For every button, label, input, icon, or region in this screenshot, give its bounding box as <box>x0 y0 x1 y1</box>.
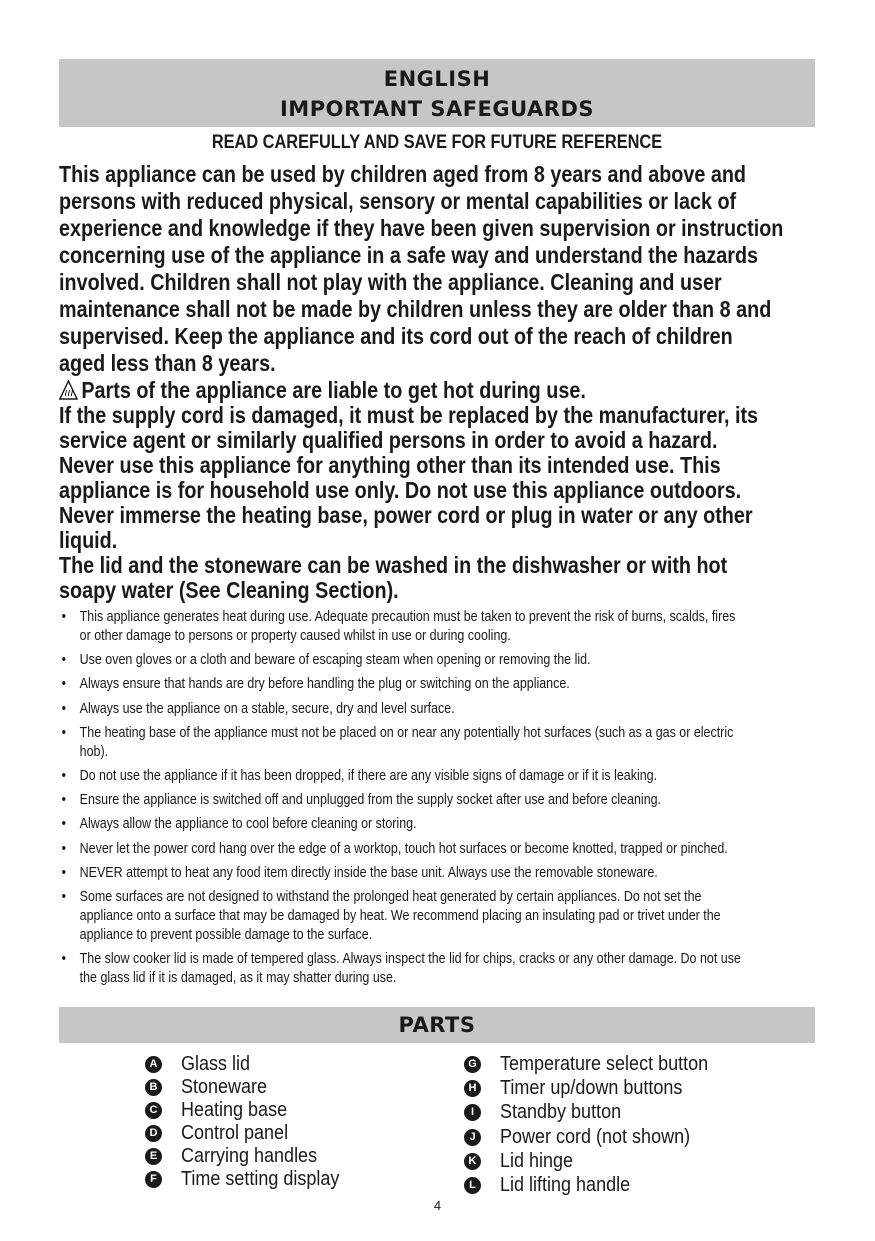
part-label: Glass lid <box>181 1053 251 1075</box>
text-line: Always allow the appliance to cool before cleaning or storing. <box>79 816 417 833</box>
list-item <box>59 608 807 646</box>
intended-use-paragraph <box>59 453 816 503</box>
list-item <box>59 791 807 810</box>
immerse-paragraph <box>59 503 816 553</box>
text-line: Never use this appliance for anything other than its intended use. This <box>59 452 721 478</box>
bold-safety-text <box>59 161 816 603</box>
text-line: appliance to prevent possible damage to the surface. <box>79 926 373 943</box>
letter-badge-icon: A <box>145 1056 162 1073</box>
list-item <box>59 767 807 786</box>
subtitle: READ CAREFULLY AND SAVE FOR FUTURE REFERENCE <box>211 132 663 153</box>
text-line: This appliance generates heat during use. Adequate precaution must be taken to prevent the risk of burns, scalds, fires <box>79 609 736 625</box>
text-line: liquid. <box>59 527 118 553</box>
bullet-icon: • <box>61 792 66 809</box>
text-line: persons with reduced physical, sensory or mental capabilities or lack of <box>59 188 737 214</box>
text-line: soapy water (See Cleaning Section). <box>59 577 399 603</box>
text-line: NEVER attempt to heat any food item directly inside the base unit. Always use the removable stoneware. <box>79 864 658 881</box>
letter-badge-icon: F <box>145 1171 162 1188</box>
text-line: The heating base of the appliance must not be placed on or near any potentially hot surfaces (such as a gas or electric <box>79 724 734 741</box>
text-line: maintenance shall not be made by children unless they are older than 8 and <box>59 296 772 322</box>
dishwasher-paragraph <box>59 553 816 603</box>
part-label: Heating base <box>181 1099 288 1121</box>
safety-bullet-list <box>59 608 807 993</box>
text-line: Never immerse the heating base, power cord or plug in water or any other <box>59 502 753 528</box>
page-number: 4 <box>433 1198 442 1213</box>
text-line: This appliance can be used by children aged from 8 years and above and <box>59 161 747 187</box>
bullet-icon: • <box>61 676 66 693</box>
page-title: IMPORTANT SAFEGUARDS <box>279 97 595 121</box>
letter-badge-icon: B <box>145 1079 162 1096</box>
bullet-icon: • <box>61 951 66 968</box>
header-band <box>59 59 815 127</box>
text-line: involved. Children shall not play with the appliance. Cleaning and user <box>59 269 722 295</box>
bullet-icon: • <box>61 609 66 625</box>
list-item <box>59 815 807 834</box>
list-item <box>59 675 807 694</box>
part-label: Standby button <box>500 1101 622 1124</box>
language-heading: ENGLISH <box>383 67 491 91</box>
text-line: If the supply cord is damaged, it must be replaced by the manufacturer, its <box>59 402 759 428</box>
letter-badge-icon: E <box>145 1148 162 1165</box>
part-label: Control panel <box>181 1122 289 1144</box>
cord-paragraph <box>59 403 816 453</box>
list-item <box>59 840 807 859</box>
text-line: hob). <box>79 743 109 760</box>
text-line: The lid and the stoneware can be washed in the dishwasher or with hot <box>59 552 728 578</box>
part-label: Timer up/down buttons <box>500 1077 683 1100</box>
hot-warning-text: Parts of the appliance are liable to get hot during use. <box>81 377 586 403</box>
bullet-icon: • <box>61 724 66 741</box>
text-line: Do not use the appliance if it has been dropped, if there are any visible signs of damage or if it is leaking. <box>79 767 658 784</box>
text-line: appliance onto a surface that may be damaged by heat. We recommend placing an insulating pad or trivet under the <box>79 907 721 924</box>
list-item <box>59 651 807 670</box>
bullet-icon: • <box>61 816 66 833</box>
text-line: concerning use of the appliance in a safe way and understand the hazards <box>59 242 759 268</box>
text-line: Some surfaces are not designed to withstand the prolonged heat generated by certain appliances. Do not set the <box>79 888 702 905</box>
text-line: appliance is for household use only. Do not use this appliance outdoors. <box>59 477 742 503</box>
letter-badge-icon: H <box>464 1080 481 1097</box>
part-label: Time setting display <box>181 1168 340 1190</box>
text-line: Never let the power cord hang over the edge of a worktop, touch hot surfaces or become knotted, trapped or pinched. <box>79 840 728 857</box>
text-line: experience and knowledge if they have been given supervision or instruction <box>59 215 784 241</box>
text-line: Ensure the appliance is switched off and unplugged from the supply socket after use and before cleaning. <box>79 792 662 809</box>
hot-surface-warning-icon <box>59 380 78 400</box>
bullet-icon: • <box>61 888 66 905</box>
letter-badge-icon: L <box>464 1177 481 1194</box>
text-line: The slow cooker lid is made of tempered glass. Always inspect the lid for chips, cracks or any other damage. Do not use <box>79 951 741 968</box>
part-label: Stoneware <box>181 1076 268 1098</box>
list-item <box>59 724 807 762</box>
text-line: aged less than 8 years. <box>59 350 276 376</box>
text-line: supervised. Keep the appliance and its cord out of the reach of children <box>59 323 733 349</box>
text-line: Always use the appliance on a stable, secure, dry and level surface. <box>79 700 455 717</box>
letter-badge-icon: D <box>145 1125 162 1142</box>
letter-badge-icon: J <box>464 1129 481 1146</box>
list-item <box>59 700 807 719</box>
letter-badge-icon: C <box>145 1102 162 1119</box>
part-label: Lid lifting handle <box>500 1173 631 1196</box>
part-label: Lid hinge <box>500 1149 574 1172</box>
text-line: service agent or similarly qualified persons in order to avoid a hazard. <box>59 427 718 453</box>
children-paragraph <box>59 161 816 377</box>
letter-badge-icon: I <box>464 1104 481 1121</box>
text-line: Use oven gloves or a cloth and beware of escaping steam when opening or removing the lid. <box>79 652 591 669</box>
list-item <box>59 864 807 883</box>
list-item <box>59 888 807 945</box>
text-line: Always ensure that hands are dry before handling the plug or switching on the appliance. <box>79 676 570 693</box>
text-line: or other damage to persons or property caused whilst in use or during cooling. <box>79 628 511 644</box>
bullet-icon: • <box>61 652 66 669</box>
list-item <box>59 950 807 988</box>
bullet-icon: • <box>61 767 66 784</box>
bullet-icon: • <box>61 700 66 717</box>
letter-badge-icon: G <box>464 1056 481 1073</box>
hot-warning <box>59 377 816 403</box>
part-label: Carrying handles <box>181 1145 318 1167</box>
part-label: Power cord (not shown) <box>500 1125 691 1148</box>
parts-heading: PARTS <box>59 1007 815 1043</box>
letter-badge-icon: K <box>464 1153 481 1170</box>
bullet-icon: • <box>61 864 66 881</box>
part-label: Temperature select button <box>500 1053 709 1075</box>
text-line: the glass lid if it is damaged, as it may shatter during use. <box>79 970 397 987</box>
bullet-icon: • <box>61 840 66 857</box>
